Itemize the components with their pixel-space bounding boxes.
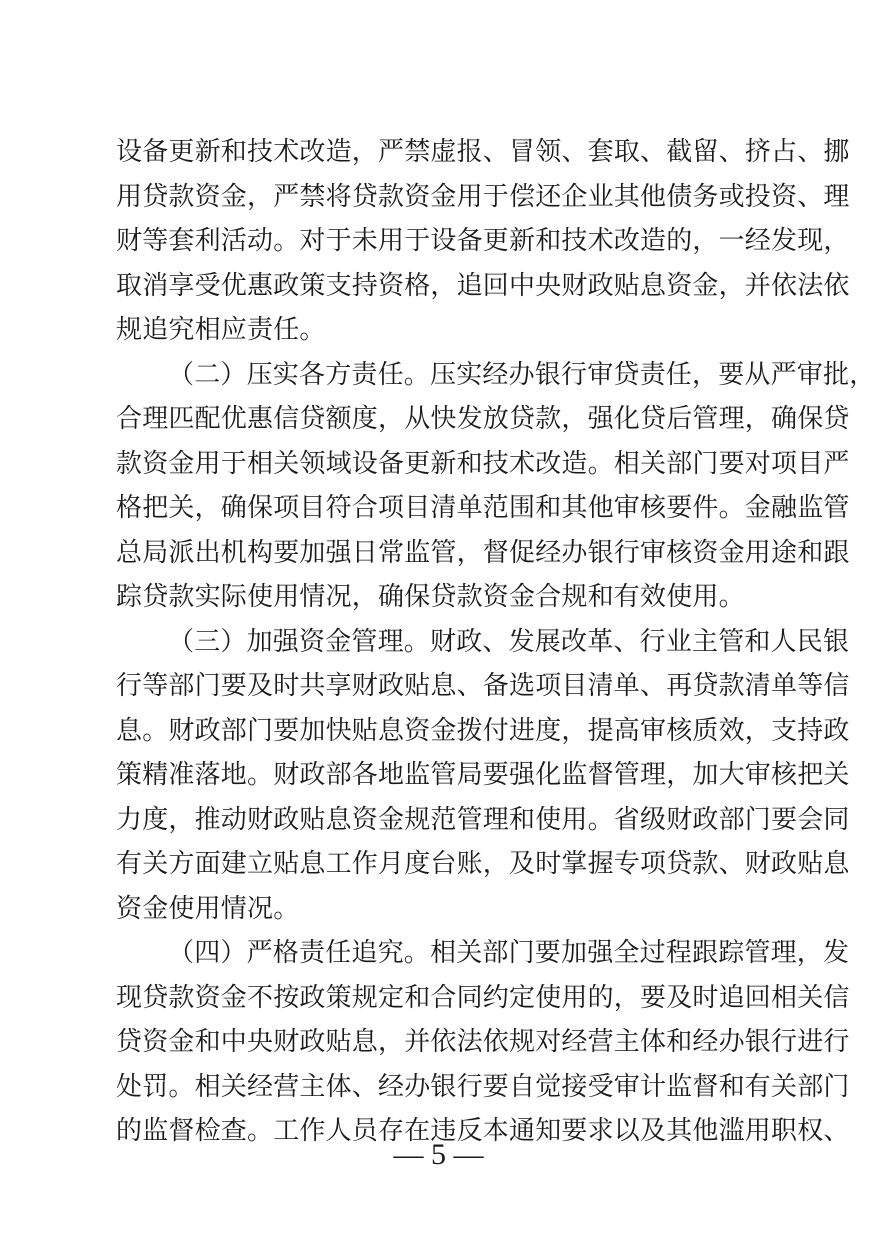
text-line: 财等套利活动。对于未用于设备更新和技术改造的，一经发现，	[116, 226, 850, 256]
text-line: 贷资金和中央财政贴息，并依法依规对经营主体和经办银行进行	[116, 1027, 850, 1057]
text-line: 格把关，确保项目符合项目清单范围和其他审核要件。金融监管	[116, 493, 850, 523]
text-line: 设备更新和技术改造，严禁虚报、冒领、套取、截留、挤占、挪	[116, 137, 850, 167]
section-heading-line: （二）压实各方责任。压实经办银行审贷责任，要从严审批，	[168, 360, 876, 390]
text-line: 力度，推动财政贴息资金规范管理和使用。省级财政部门要会同	[116, 805, 850, 835]
text-line: 行等部门要及时共享财政贴息、备选项目清单、再贷款清单等信	[116, 671, 850, 701]
text-line: 取消享受优惠政策支持资格，追回中央财政贴息资金，并依法依	[116, 271, 850, 301]
text-line: 踪贷款实际使用情况，确保贷款资金合规和有效使用。	[116, 582, 745, 612]
text-line: 策精准落地。财政部各地监管局要强化监督管理，加大审核把关	[116, 760, 850, 790]
text-line: 总局派出机构要加强日常监管，督促经办银行审核资金用途和跟	[116, 538, 850, 568]
text-line: 资金使用情况。	[116, 894, 300, 924]
section-heading-line: （三）加强资金管理。财政、发展改革、行业主管和人民银	[168, 627, 850, 657]
text-line: 合理匹配优惠信贷额度，从快发放贷款，强化贷后管理，确保贷	[116, 404, 850, 434]
text-line: 的监督检查。工作人员存在违反本通知要求以及其他滥用职权、	[116, 1116, 850, 1146]
text-line: 用贷款资金，严禁将贷款资金用于偿还企业其他债务或投资、理	[116, 182, 850, 212]
section-heading-line: （四）严格责任追究。相关部门要加强全过程跟踪管理，发	[168, 938, 850, 968]
text-line: 有关方面建立贴息工作月度台账，及时掌握专项贷款、财政贴息	[116, 849, 850, 879]
text-line: 息。财政部门要加快贴息资金拨付进度，提高审核质效，支持政	[116, 716, 850, 746]
page-number: — 5 —	[393, 1138, 484, 1171]
text-line: 处罚。相关经营主体、经办银行要自觉接受审计监督和有关部门	[116, 1072, 850, 1102]
text-line: 规追究相应责任。	[116, 315, 326, 345]
text-line: 现贷款资金不按政策规定和合同约定使用的，要及时追回相关信	[116, 983, 850, 1013]
text-line: 款资金用于相关领域设备更新和技术改造。相关部门要对项目严	[116, 449, 850, 479]
